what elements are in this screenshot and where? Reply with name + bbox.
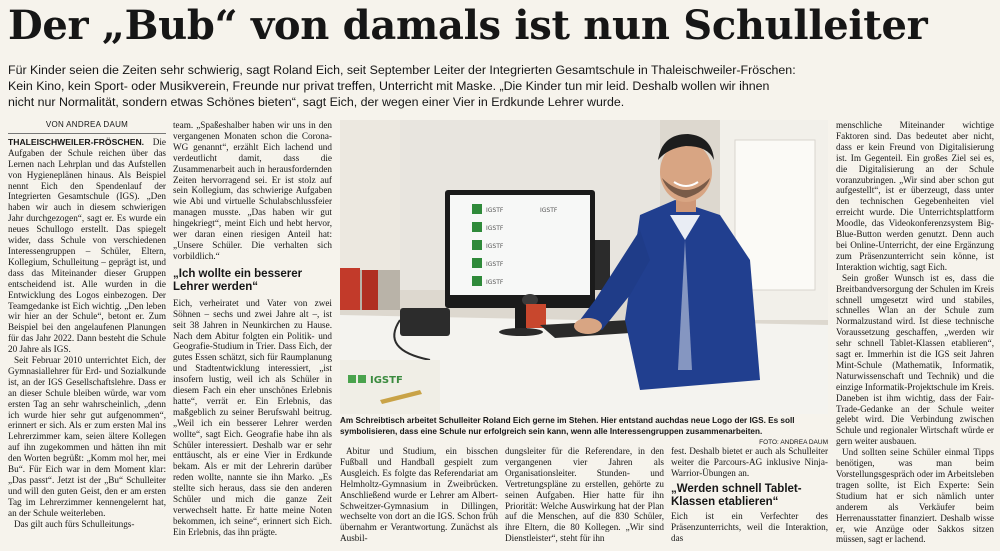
article-column-6 <box>836 120 994 548</box>
article-column-2 <box>173 120 332 548</box>
paragraph: dungsleiter für die Referendare, in den vergangenen vier Jahren als Organisationsleiter. Stunden- und Vertretungspläne zu erstellen, gehörte zu seinen Aufgaben. Hier hatte für ihn Priorität: Welche Auswirkung hat der Plan auf die Menschen, auf die 830 Schüler, ihre Eltern, die 80 Kollegen. „Wir sind Dienstleister“, steht für ihn <box>505 446 664 544</box>
monitor-logo-text: IGSTF <box>486 207 504 214</box>
byline: VON ANDREA DAUM <box>8 120 166 134</box>
monitor-logo-text: IGSTF <box>486 261 504 268</box>
monitor-logo-text: IGSTF <box>486 279 504 286</box>
lead-line: nicht nur Normalität, sondern etwas Schönes bieten“, sagt Eich, der wegen einer Vier in Erdkunde Lehrer wurde. <box>8 95 625 109</box>
lead-line: Kein Kino, kein Sport- oder Musikverein, Freunde nur privat treffen, Unterricht mit Maske. „Die Kinder tun mir leid. Deshalb wollen wir ihnen <box>8 79 770 93</box>
paragraph: Und sollten seine Schüler einmal Tipps benötigen, was man beim Vorstellungsgespräch oder im Arbeitsleben tragen sollte, ist Eich Experte: Sein Studium hat er sich nämlich unter anderem als Verkäufer beim Herrenausstatter finanziert. Deshalb wisse er, wie Anzüge oder Sakkos sitzen müssen, sagt er lachend. <box>836 447 994 545</box>
monitor-logo-text: IGSTF <box>486 243 504 250</box>
article-column-1 <box>8 120 166 548</box>
lead-paragraph <box>8 62 994 112</box>
paragraph: Sein großer Wunsch ist es, dass die Breitbandversorgung der Schulen im Kreis schnell umgesetzt wird und stabiles, schnelles Wlan an der Schule zum Normalzustand wird. Ist diese technische Voraussetzung geschaffen, „werden wir sehr schnell Tablet-Klassen etablieren“, sagt er. Immerhin ist die IGS seit Jahren Mint-Schule (Mathematik, Informatik, Naturwissenschaft und Technik) und die einzige Informatik-Projektschule im Kreis. Daneben ist ihm wichtig, dass der Fair-Trade-Gedanke an der Schule weiter gelebt wird. Die Verbindung zwischen Schule und regionaler Wirtschaft würde er gern weiter ausbauen. <box>836 272 994 447</box>
photo-credit: FOTO: ANDREA DAUM <box>759 439 828 446</box>
article-column-4 <box>505 446 664 548</box>
paragraph: Abitur und Studium, ein bisschen Fußball und Handball gespielt zum Ausgleich. Es folgte das Referendariat am Helmholtz-Gymnasium in Zweibrücken. Anschließend wurde er Lehrer am Albert-Schweitzer-Gymnasium in Dillingen, wechselte von dort an die IGS. Schon früh übernahm er Verantwortung. Zunächst als Ausbil- <box>340 446 498 544</box>
headline: Der „Bub“ von damals ist nun Schulleiter <box>8 2 928 49</box>
lead-line: Für Kinder seien die Zeiten sehr schwierig, sagt Roland Eich, seit September Leiter der Integrierten Gesamtschule in Thaleischweiler-Fröschen: <box>8 63 796 77</box>
paragraph: Eich, verheiratet und Vater von zwei Söhnen – sechs und zwei Jahre alt –, ist seit 38 Jahren in Neunkirchen zu Hause. Nach dem Abitur folgten ein Politik- und Geografie-Studium in Trier. Dass Eich, der gutes Essen schätzt, sich für Raumplanung und Stadtentwicklung interessiert, „ist insofern lustig, weil ich als Schüler in diesem Fach ein eher unschönes Erlebnis hatte“, verrät er. Ein Erlebnis, das maßgeblich zu seiner Berufswahl beitrug. „Weil ich ein besserer Lehrer werden wollte“, sagt Eich. Geografie habe ihn als Schüler interessiert. Deshalb war er sehr enttäuscht, als er eine Vier in Erdkunde bekam. Als er mit der Lehrerin darüber reden wollte, nannte sie ihn Marko. „Es stellte sich heraus, dass sie den anderen Schüler und mich die ganze Zeit verwechselt hatte. Er hatte meine Noten bekommen, ich seine“, erinnert sich Eich. Ein Erlebnis, das ihn prägte. <box>173 297 332 537</box>
paragraph: Das gilt auch fürs Schulleitungs- <box>14 518 135 529</box>
subheading: „Werden schnell Tablet-Klassen etablieren“ <box>671 482 802 508</box>
caption-text: Am Schreibtisch arbeitet Schulleiter Roland Eich gerne im Stehen. Hier entstand auchdas neue Logo der IGS. Es soll symbolisieren, dass eine Schule nur erfolgreich sein kann, wenn alle Interessengruppen zusammenarbeiten. <box>340 416 795 436</box>
paragraph <box>8 137 166 355</box>
subheading: „Ich wollte ein besserer Lehrer werden“ <box>173 267 303 293</box>
paragraph: team. „Spaßeshalber haben wir uns in den vergangenen Monaten schon die Corona-WG genannt“, erzählt Eich lachend und verdeutlicht damit, dass die Zusammenarbeit auch in herausfordernden Zeiten hervorragend sei. Er ist stolz auf sein Kollegium, das schwierige Aufgaben wie Abi und virtuelle Schulabschlussfeier managen musste. „Das haben wir gut hingekriegt“, meint Eich und hebt hervor, wer daran einen riesigen Anteil hat: „Unsere Schüler. Die verhalten sich vorbildlich.“ <box>173 120 332 261</box>
photo-illustration <box>340 120 828 414</box>
poster-logo-text: IGSTF <box>370 375 403 386</box>
article-photo <box>340 120 828 414</box>
paragraph: Eich ist ein Verfechter des Präsenzunterrichts, weil die Interaktion, das <box>671 510 828 543</box>
paragraph: fest. Deshalb bietet er auch als Schulleiter weiter die Parcours-AG inklusive Ninja-Warrior-Übungen an. <box>671 446 828 478</box>
photo-caption <box>340 416 828 446</box>
article-column-3 <box>340 446 498 548</box>
paragraph-text: Die Aufgaben der Schule reichen über das Lernen nach Lehrplan und das Aufstellen von Hygieneplänen hinaus. Als Beispiel nennt Eich den Spendenlauf der Integrierten Gesamtschule (IGS). „Den haben wir auch in diesem schwierigen Jahr durchgezogen“, sagt er. Es wurde ein neues Schullogo erstellt. Das spiegelt wider, dass Schule von verschiedenen Interessengruppen – Schüler, Eltern, Kollegium, Schulleitung – geprägt ist, und dass das Miteinander dieser Gruppen entscheidend ist. Alle wurden in die Entwicklung des Logos einbezogen. Der Teamgedanke ist Eich wichtig. „Den leben wir hier an der Schule“, betont er. Zum Beispiel bei den angelaufenen Planungen für das Jahr 2022. Dann besteht die Schule 20 Jahre als IGS. <box>8 136 166 355</box>
article-column-5 <box>671 446 828 548</box>
paragraph: Seit Februar 2010 unterrichtet Eich, der Gymnasiallehrer für Erd- und Sozialkunde ist, an der IGS Gesellschaftslehre. Dass er an dieser Schule bleiben würde, war vom ersten Tag an sehr wahrscheinlich, „denn ich wurde hier sehr gut aufgenommen“, erinnert er sich. Als er zum ersten Mal ins Lehrerzimmer kam, seien ältere Kollegen auf ihn zugekommen und hätten ihn mit den Worten begrüßt: „Komm mol her, mei Bu“. Für Eich war in dem Moment klar: „Das passt“. Jetzt ist der „Bu“ Schulleiter und will den guten Geist, den er am ersten Tag im Lehrerzimmer kennengelernt hat, an der Schule weiterleben. <box>8 355 166 518</box>
monitor-logo-text: IGSTF <box>540 207 558 214</box>
monitor-logo-text: IGSTF <box>486 225 504 232</box>
paragraph: menschliche Miteinander wichtige Faktoren sind. Das bedeutet aber nicht, dass er kein Freund von Digitalisierung ist. Im Gegenteil. Ein großes Ziel sei es, die Digitalisierung an der Schule voranzubringen. „Wir sind aber schon gut aufgestellt“, ist er überzeugt, dass unter den technischen Gegebenheiten viel erreicht wurde. Die Unterrichtsplattform Moodle, das Videokonferenzsystem Big-Blue-Button werden genutzt. Denn auch bei Online-Unterricht, der eine Ergänzung zum Präsenzunterricht sein könne, ist Interaktion wichtig, sagt Eich. <box>836 120 994 272</box>
dateline: THALEISCHWEILER-FRÖSCHEN. <box>8 136 145 147</box>
